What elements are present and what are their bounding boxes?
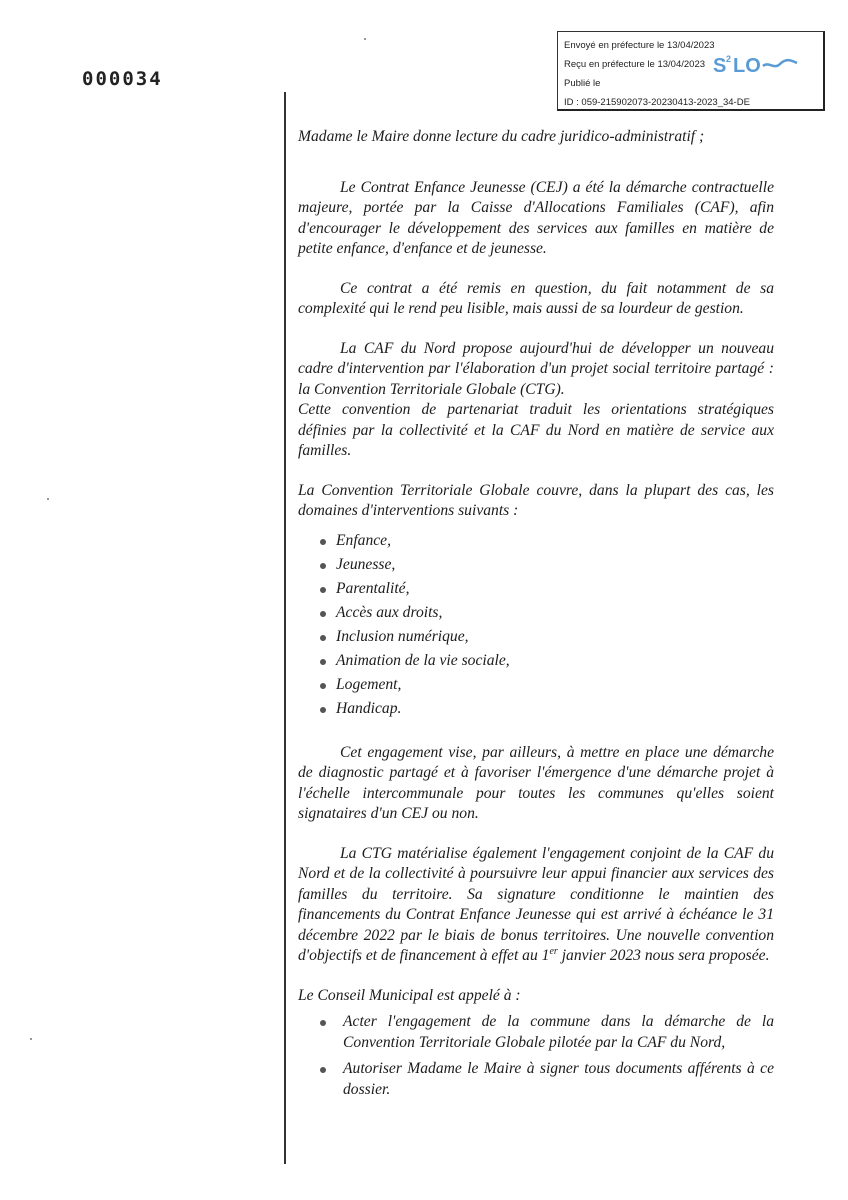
caf-proposal-paragraph: La CAF du Nord propose aujourd'hui de développer un nouveau cadre d'intervention par l'élaboration d'un projet social territoire partagé : la Convention Territoriale Globale (CTG). bbox=[298, 339, 774, 398]
list-item: Inclusion numérique, bbox=[320, 625, 774, 649]
domains-list bbox=[298, 529, 774, 721]
scan-speck bbox=[47, 498, 49, 500]
actions-list bbox=[298, 1012, 774, 1100]
page-number: 000034 bbox=[82, 68, 163, 90]
list-item: Jeunesse, bbox=[320, 553, 774, 577]
list-item: Parentalité, bbox=[320, 577, 774, 601]
stamp-sent-date: Envoyé en préfecture le 13/04/2023 bbox=[564, 40, 715, 51]
deliberation-body bbox=[298, 120, 774, 1100]
stamp-published: Publié le bbox=[564, 78, 601, 89]
domains-intro-paragraph: La Convention Territoriale Globale couvre, dans la plupart des cas, les domaines d'interventions suivants : bbox=[298, 481, 774, 519]
cej-paragraph: Le Contrat Enfance Jeunesse (CEJ) a été la démarche contractuelle majeure, portée par la Caisse d'Allocations Familiales (CAF), afin d'encourager le développement des services aux familles en matière de petite enfance, d'enfance et de jeunesse. bbox=[298, 178, 774, 257]
engagement-paragraph: Cet engagement vise, par ailleurs, à mettre en place une démarche de diagnostic partagé et à favoriser l'émergence d'une démarche projet à l'échelle intercommunale pour toutes les communes qu'elles soient signataires d'un CEJ ou non. bbox=[298, 743, 774, 822]
partnership-paragraph: Cette convention de partenariat traduit les orientations stratégiques définies par la collectivité et la CAF du Nord en matière de service aux familles. bbox=[298, 401, 774, 459]
ordinal-superscript: er bbox=[549, 945, 558, 957]
list-item: Logement, bbox=[320, 673, 774, 697]
council-called-paragraph: Le Conseil Municipal est appelé à : bbox=[298, 986, 521, 1004]
stamp-id: ID : 059-215902073-20230413-2023_34-DE bbox=[564, 97, 750, 108]
scan-speck bbox=[30, 1038, 32, 1040]
ctg-financing-paragraph bbox=[298, 844, 774, 967]
prefecture-stamp bbox=[557, 31, 825, 111]
stamp-received-date: Reçu en préfecture le 13/04/2023 bbox=[564, 59, 706, 70]
contract-questioned-paragraph: Ce contrat a été remis en question, du fait notamment de sa complexité qui le rend peu lisible, mais aussi de sa lourdeur de gestion. bbox=[298, 279, 774, 317]
intro-paragraph: Madame le Maire donne lecture du cadre juridico-administratif ; bbox=[298, 128, 705, 145]
list-item: Animation de la vie sociale, bbox=[320, 649, 774, 673]
s2lo-logo bbox=[713, 52, 799, 78]
scan-speck bbox=[364, 38, 366, 40]
list-item: Autoriser Madame le Maire à signer tous documents afférents à ce dossier. bbox=[298, 1059, 774, 1100]
ctg-financing-text: La CTG matérialise également l'engagement conjoint de la CAF du Nord et de la collectivité à poursuivre leur appui financier aux services des familles du territoire. Sa signature conditionne le maintien des financements du Contrat Enfance Jeunesse qui est arrivé à échéance le 31 décembre 2022 par le biais de bonus territoires. Une nouvelle convention d'objectifs et de financement à effet au 1 bbox=[298, 844, 774, 964]
list-item: Enfance, bbox=[320, 529, 774, 553]
svg-text:LO: LO bbox=[733, 55, 761, 77]
list-item: Acter l'engagement de la commune dans la démarche de la Convention Territoriale Globale pilotée par la CAF du Nord, bbox=[298, 1012, 774, 1053]
ctg-financing-text-end: janvier 2023 nous sera proposée. bbox=[557, 947, 770, 964]
svg-text:S: S bbox=[713, 55, 727, 77]
margin-rule bbox=[284, 92, 286, 1164]
svg-text:2: 2 bbox=[726, 54, 732, 64]
list-item: Accès aux droits, bbox=[320, 601, 774, 625]
list-item: Handicap. bbox=[320, 697, 774, 721]
